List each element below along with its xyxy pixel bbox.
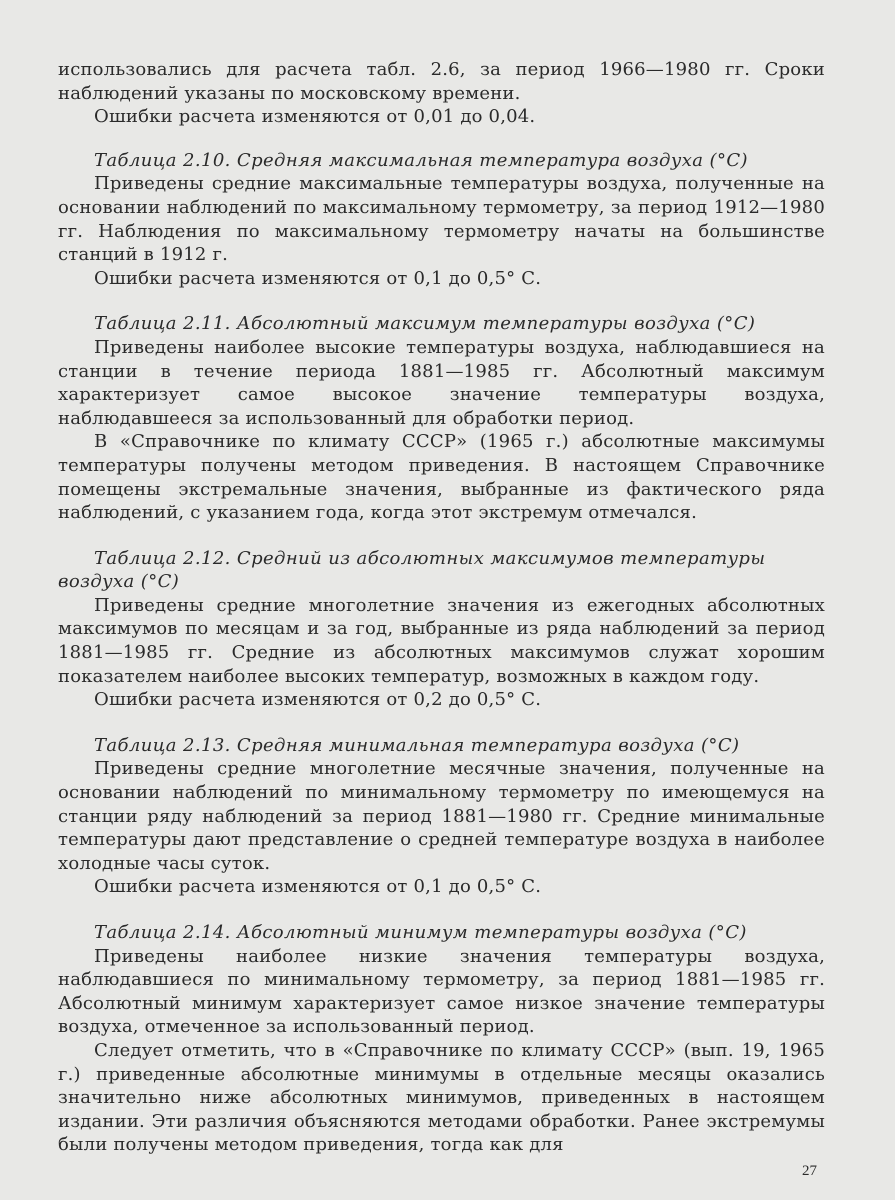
section-heading: Таблица 2.10. Средняя максимальная температура воздуха (°С): [94, 149, 748, 171]
section-paragraph: Следует отметить, что в «Справочнике по климату СССР» (вып. 19, 1965 г.) приведенные абсолютные минимумы в отдельные месяцы оказались значительно ниже абсолютных минимумов, приведенных в настоящем издании. Эти различия объясняются методами обработки. Ранее экстремумы были получены методом приведения, тогда как для: [58, 1039, 825, 1156]
section-heading: Таблица 2.14. Абсолютный минимум температуры воздуха (°С): [94, 922, 747, 943]
section-paragraph: В «Справочнике по климату СССР» (1965 г.) абсолютные максимумы температуры получены методом приведения. В настоящем Справочнике помещены экстремальные значения, выбранные из фактического ряда наблюдений, с указанием года, когда этот экстремум отмечался.: [58, 431, 825, 524]
section-table-2-10: [58, 149, 825, 291]
section-table-2-11: [58, 312, 825, 524]
section-table-2-12: [58, 547, 825, 712]
section-paragraph: Ошибки расчета изменяются от 0,1 до 0,5° С.: [94, 876, 542, 898]
section-paragraph: Приведены наиболее низкие значения температуры воздуха, наблюдавшиеся по минимальному термометру, за период 1881—1985 гг. Абсолютный минимум характеризует самое низкое значение температуры воздуха, отмеченное за использованный период.: [58, 945, 825, 1038]
section-paragraph: Приведены средние многолетние месячные значения, полученные на основании наблюдений по минимальному термометру по имеющемуся на станции ряду наблюдений за период 1881—1980 гг. Средние минимальные температуры дают представление о средней температуре воздуха в наиболее холодные часы суток.: [58, 758, 825, 874]
section-table-2-14: [58, 921, 825, 1157]
section-paragraph: Приведены средние максимальные температуры воздуха, полученные на основании наблюдений по максимальному термометру, за период 1912—1980 гг. Наблюдения по максимальному термометру начаты на большинстве станций в 1912 г.: [58, 173, 825, 266]
section-paragraph: Ошибки расчета изменяются от 0,1 до 0,5° С.: [94, 267, 542, 289]
section-paragraph: Приведены наиболее высокие температуры воздуха, наблюдавшиеся на станции в течение периода 1881—1985 гг. Абсолютный максимум характеризует самое высокое значение температуры воздуха, наблюдавшееся за использованный для обработки период.: [58, 336, 825, 429]
section-heading: Таблица 2.13. Средняя минимальная температура воздуха (°С): [94, 734, 740, 756]
section-table-2-13: [58, 734, 825, 899]
section-heading: Таблица 2.11. Абсолютный максимум температуры воздуха (°С): [94, 313, 756, 335]
intro-paragraph: использовались для расчета табл. 2.6, за период 1966—1980 гг. Сроки наблюдений указаны по московскому времени.: [58, 59, 825, 104]
section-paragraph: Ошибки расчета изменяются от 0,2 до 0,5° С.: [94, 689, 542, 711]
page-number: 27: [802, 1163, 817, 1179]
intro-errors-paragraph: Ошибки расчета изменяются от 0,01 до 0,04.: [94, 106, 536, 128]
section-heading: Таблица 2.12. Средний из абсолютных максимумов температуры воздуха (°С): [58, 547, 766, 593]
section-paragraph: Приведены средние многолетние значения из ежегодных абсолютных максимумов по месяцам и за год, выбранные из ряда наблюдений за период 1881—1985 гг. Средние из абсолютных максимумов служат хорошим показателем наиболее высоких температур, возможных в каждом году.: [58, 594, 825, 687]
